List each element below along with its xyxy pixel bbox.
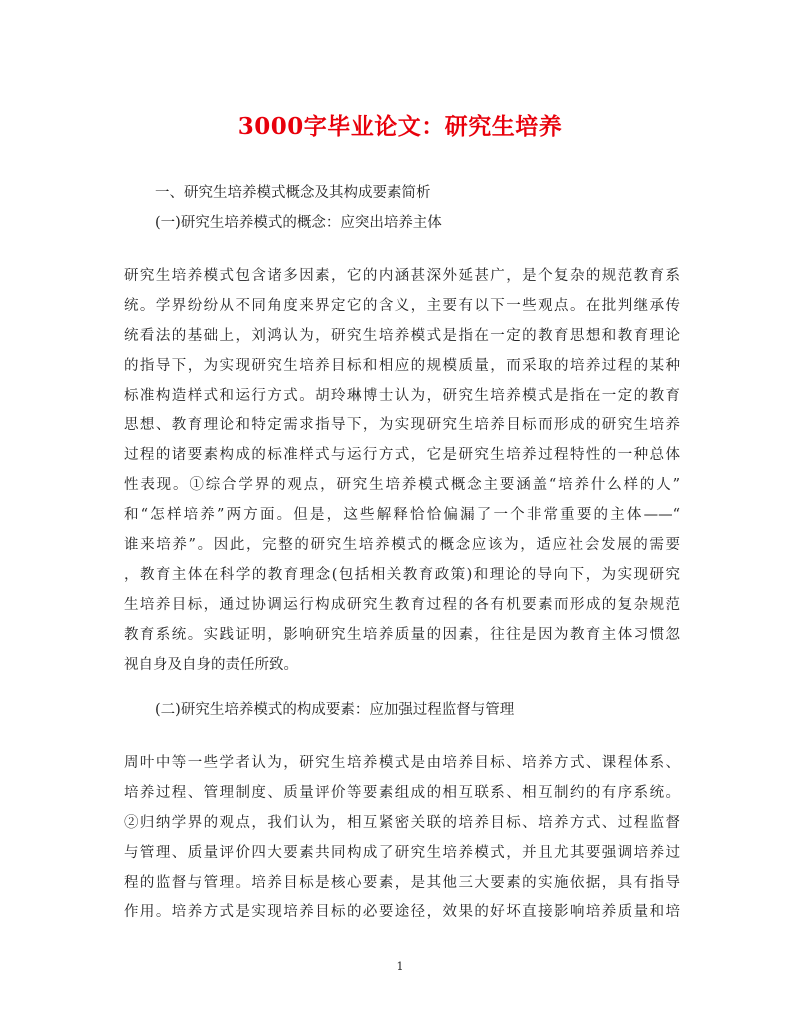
text-line: ②归纳学界的观点，我们认为，相互紧密关联的培养目标、培养方式、过程监督 xyxy=(124,814,680,831)
text-line: 和“怎样培养”两方面。但是，这些解释恰恰偏漏了一个非常重要的主体——“ xyxy=(124,507,680,524)
text-line: 与管理、质量评价四大要素共同构成了研究生培养模式，并且尤其要强调培养过 xyxy=(124,844,680,861)
text-line: 研究生培养模式包含诸多因素，它的内涵甚深外延甚广，是个复杂的规范教育系 xyxy=(124,268,680,284)
text-line: 标准构造样式和运行方式。胡玲琳博士认为，研究生培养模式是指在一定的教育 xyxy=(124,387,680,404)
text-line: 过程的诸要素构成的标准样式与运行方式，它是研究生培养过程特性的一种总体 xyxy=(124,447,680,464)
text-line: ，教育主体在科学的教育理念(包括相关教育政策)和理论的导向下，为实现研究 xyxy=(124,566,680,583)
text-line: 的指导下，为实现研究生培养目标和相应的规模质量，而采取的培养过程的某种 xyxy=(124,357,680,374)
text-line: 周叶中等一些学者认为，研究生培养模式是由培养目标、培养方式、课程体系、 xyxy=(124,755,680,771)
document-title: 3000字毕业论文：研究生培养 xyxy=(237,113,563,140)
text-line: 教育系统。实践证明，影响研究生培养质量的因素，往往是因为教育主体习惯忽 xyxy=(124,626,680,643)
text-line: 性表现。①综合学界的观点，研究生培养模式概念主要涵盖“培养什么样的人” xyxy=(124,477,680,494)
text-line: 作用。培养方式是实现培养目标的必要途径，效果的好坏直接影响培养质量和培 xyxy=(124,904,680,921)
text-line: 程的监督与管理。培养目标是核心要素，是其他三大要素的实施依据，具有指导 xyxy=(124,874,680,891)
paragraph-2 xyxy=(124,749,680,928)
text-line: 谁来培养”。因此，完整的研究生培养模式的概念应该为，适应社会发展的需要 xyxy=(124,537,680,554)
subsection-heading-1: (一)研究生培养模式的概念：应突出培养主体 xyxy=(155,215,442,231)
text-line: 生培养目标，通过协调运行构成研究生教育过程的各有机要素而形成的复杂规范 xyxy=(124,596,680,613)
text-line: 统看法的基础上，刘鸿认为，研究生培养模式是指在一定的教育思想和教育理论 xyxy=(124,327,680,344)
paragraph-1 xyxy=(124,262,680,680)
text-line: 统。学界纷纷从不同角度来界定它的含义，主要有以下一些观点。在批判继承传 xyxy=(124,297,680,314)
subsection-heading-2: (二)研究生培养模式的构成要素：应加强过程监督与管理 xyxy=(155,702,515,718)
text-line: 培养过程、管理制度、质量评价等要素组成的相互联系、相互制约的有序系统。 xyxy=(124,784,680,801)
page-number: 1 xyxy=(396,960,404,973)
section-heading: 一、研究生培养模式概念及其构成要素简析 xyxy=(155,185,431,201)
text-line: 思想、教育理论和特定需求指导下，为实现研究生培养目标而形成的研究生培养 xyxy=(124,417,680,434)
text-line: 视自身及自身的责任所致。 xyxy=(124,656,298,673)
